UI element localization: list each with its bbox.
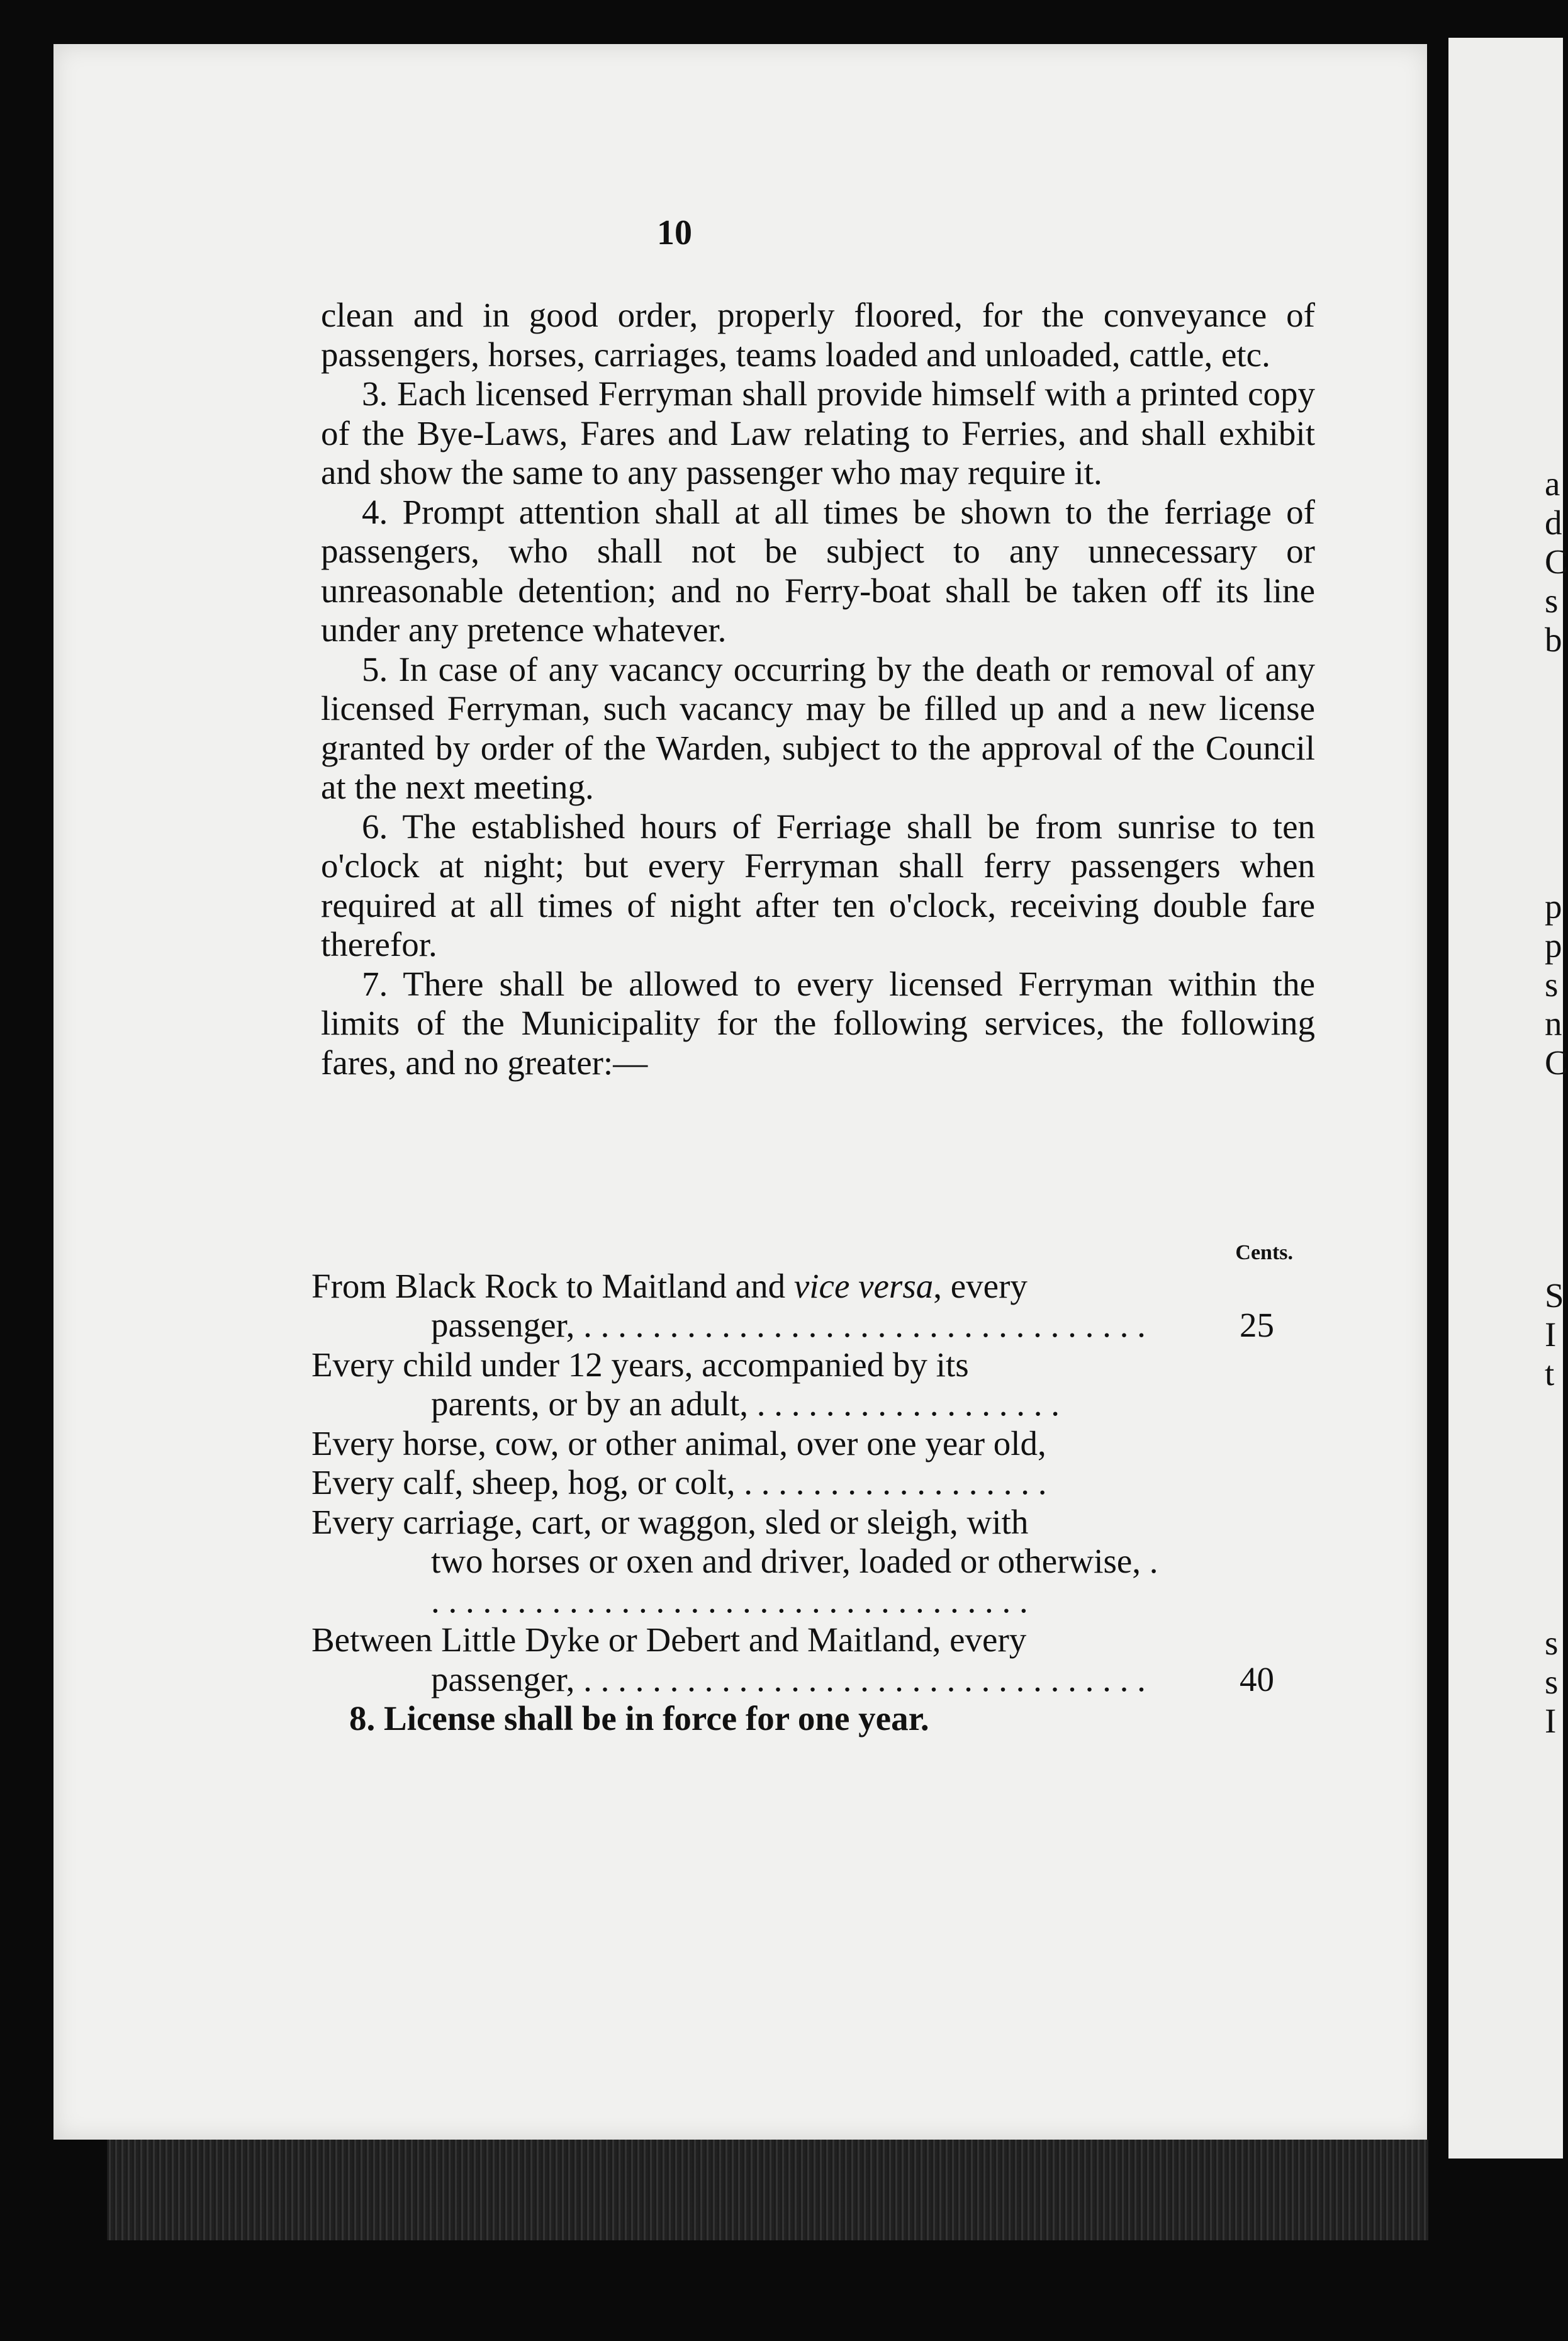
fare-row — [311, 1463, 1293, 1503]
fare-description: From Black Rock to Maitland and vice versa, every — [311, 1266, 1028, 1305]
fare-row — [311, 1345, 1293, 1424]
fare-row — [311, 1503, 1293, 1621]
fare-row — [311, 1620, 1293, 1699]
facing-letter: a — [1545, 464, 1560, 503]
facing-letter: p — [1545, 887, 1562, 926]
facing-letter: C — [1545, 1043, 1568, 1082]
page-number: 10 — [657, 213, 692, 252]
paragraph-5: 5. In case of any vacancy occurring by the death or removal of any licensed Ferryman, such vacancy may be filled up and a new license granted by order of the Warden, subject to the approval of the Council at the next meeting. — [321, 649, 1315, 806]
fare-description-continued: two horses or oxen and driver, loaded or otherwise, . . . . . . . . . . . . . . . . . . . . . . . . . . . . . . . . . . . . — [431, 1542, 1158, 1620]
facing-letter: I — [1545, 1702, 1557, 1740]
fare-description-continued: passenger, . . . . . . . . . . . . . . . . . . . . . . . . . . . . . . . . . — [431, 1306, 1146, 1344]
fare-description: Between Little Dyke or Debert and Maitland, every — [311, 1620, 1027, 1659]
facing-letter: C — [1545, 542, 1568, 581]
facing-letter: s — [1545, 1624, 1559, 1662]
book-binding — [1427, 0, 1448, 2341]
page-bottom-edge — [107, 2140, 1428, 2240]
facing-letter: S — [1545, 1276, 1564, 1315]
facing-letter: I — [1545, 1315, 1557, 1354]
facing-letter: d — [1545, 503, 1562, 542]
paragraph-7: 7. There shall be allowed to every licensed Ferryman within the limits of the Municipality for the following services, the following fares, and no greater:— — [321, 964, 1315, 1082]
facing-letter: p — [1545, 926, 1562, 965]
fare-description: Every calf, sheep, hog, or colt, . . . . . . . . . . . . . . . . . . — [311, 1463, 1047, 1502]
facing-letter: s — [1545, 1663, 1559, 1701]
paragraph-continuation: clean and in good order, properly floored, for the conveyance of passengers, horses, carriages, teams loaded and unloaded, cattle, etc. — [321, 296, 1315, 374]
fare-description: Every horse, cow, or other animal, over one year old, — [311, 1423, 1046, 1462]
fare-description: Every carriage, cart, or waggon, sled or sleigh, with — [311, 1502, 1029, 1541]
body-text — [321, 296, 1315, 1082]
fare-amount: 25 — [1240, 1306, 1274, 1344]
facing-letter: s — [1545, 581, 1559, 620]
fare-description: Every child under 12 years, accompanied by its — [311, 1345, 969, 1384]
facing-letter: n — [1545, 1004, 1562, 1043]
facing-letter: t — [1545, 1354, 1555, 1393]
fare-table — [311, 1233, 1293, 1739]
paragraph-4: 4. Prompt attention shall at all times be shown to the ferriage of passengers, who shall not be subject to any unnecessary or unreasonable detention; and no Ferry-boat shall be taken off its line under any pretence whatever. — [321, 492, 1315, 649]
paragraph-8: 8. License shall be in force for one year. — [349, 1699, 929, 1738]
fare-row — [311, 1267, 1293, 1345]
facing-letter: s — [1545, 965, 1559, 1004]
fare-row — [311, 1424, 1293, 1464]
facing-page-strip — [1447, 38, 1563, 2159]
paragraph-6: 6. The established hours of Ferriage shall be from sunrise to ten o'clock at night; but every Ferryman shall ferry passengers when required at all times of night after ten o'clock, receiving double fare therefor. — [321, 807, 1315, 963]
fare-description-continued: parents, or by an adult, . . . . . . . . . . . . . . . . . . — [431, 1384, 1060, 1423]
fare-column-header: Cents. — [1235, 1241, 1293, 1264]
facing-letter: b — [1545, 620, 1562, 659]
fare-amount: 40 — [1240, 1659, 1274, 1698]
paragraph-3: 3. Each licensed Ferryman shall provide himself with a printed copy of the Bye-Laws, Fares and Law relating to Ferries, and shall exhibit and show the same to any passenger who may require it. — [321, 374, 1315, 491]
fare-description-continued: passenger, . . . . . . . . . . . . . . . . . . . . . . . . . . . . . . . . . — [431, 1659, 1146, 1698]
